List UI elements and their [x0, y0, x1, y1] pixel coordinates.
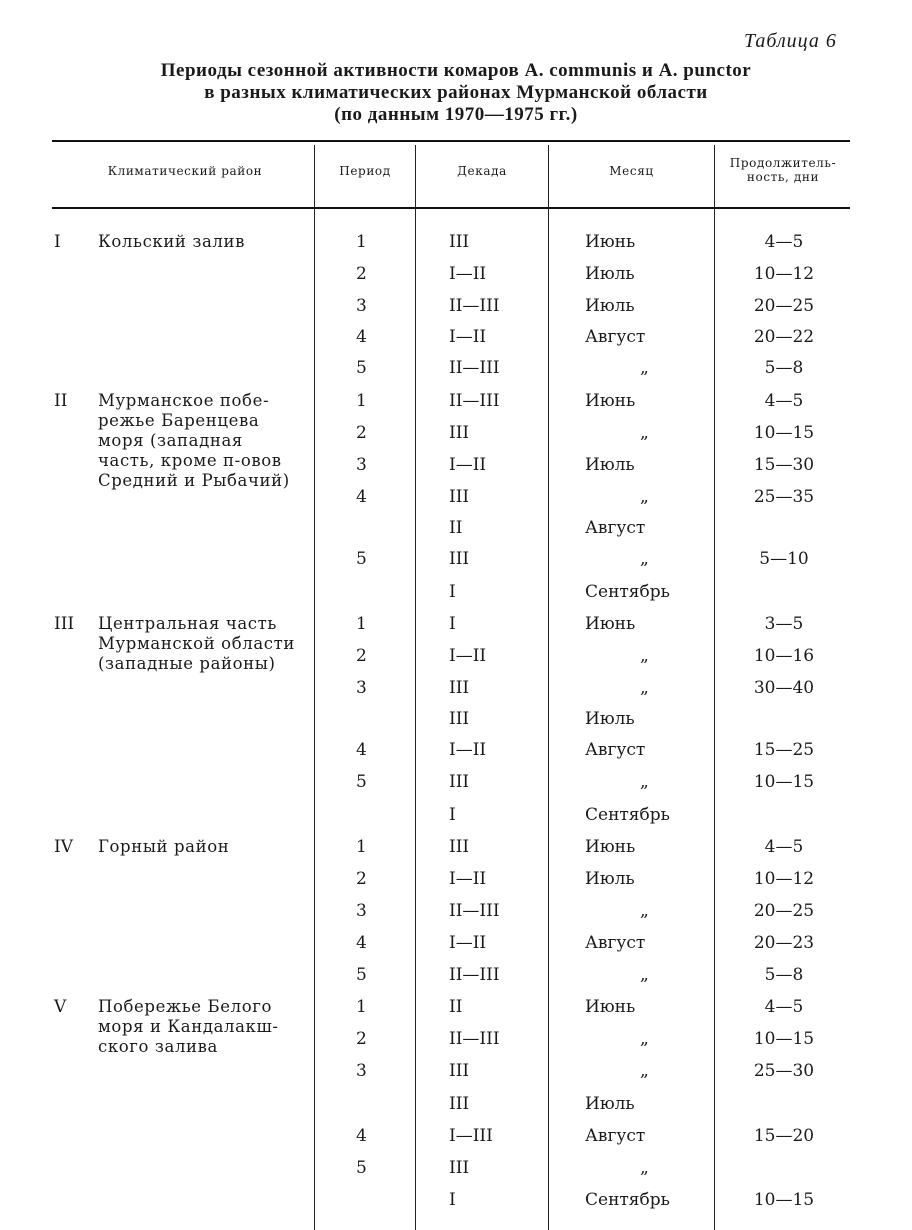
title-line: Периоды сезонной активности комаров A. communis и A. punctor	[160, 60, 752, 81]
region-name-line: ского залива	[98, 1037, 218, 1056]
month-cell: Июнь	[585, 232, 636, 252]
header-decade: Декада	[457, 164, 507, 178]
period-cell: 4	[356, 327, 367, 347]
region-number: I	[54, 232, 61, 252]
column-divider	[548, 145, 549, 1230]
month-ditto-cell: „	[640, 772, 649, 792]
month-ditto-cell: „	[640, 646, 649, 666]
decade-cell: III	[449, 423, 470, 443]
region-number: II	[54, 391, 68, 411]
decade-cell: I—II	[449, 740, 487, 760]
column-divider	[415, 145, 416, 1230]
region-name-line: режье Баренцева	[98, 411, 260, 430]
header-duration-line: ность, дни	[746, 170, 820, 184]
region-name	[98, 837, 318, 857]
decade-cell: II—III	[449, 296, 500, 316]
month-ditto-cell: „	[640, 901, 649, 921]
duration-cell: 4—5	[764, 232, 804, 252]
region-number: IV	[54, 837, 73, 857]
decade-cell: III	[449, 772, 470, 792]
region-name-line: моря и Кандалакш-	[98, 1017, 279, 1036]
month-cell: Август	[585, 933, 646, 953]
duration-cell: 5—10	[759, 549, 809, 569]
region-name-line: Мурманское побе-	[98, 391, 270, 410]
decade-cell: II	[449, 518, 463, 538]
month-cell: Июнь	[585, 391, 636, 411]
period-cell: 5	[356, 358, 367, 378]
header-region: Климатический район	[107, 164, 263, 178]
region-name-line: Мурманской области	[98, 634, 295, 653]
decade-cell: III	[449, 678, 470, 698]
column-divider	[314, 145, 315, 1230]
decade-cell: I—III	[449, 1126, 493, 1146]
decade-cell: III	[449, 549, 470, 569]
region-name-line: (западные районы)	[98, 654, 276, 673]
period-cell: 2	[356, 646, 367, 666]
decade-cell: III	[449, 487, 470, 507]
month-cell: Сентябрь	[585, 805, 670, 825]
duration-cell: 15—30	[753, 455, 815, 475]
month-cell: Август	[585, 518, 646, 538]
decade-cell: III	[449, 1158, 470, 1178]
duration-cell: 30—40	[753, 678, 815, 698]
decade-cell: I—II	[449, 646, 487, 666]
title-line: (по данным 1970—1975 гг.)	[334, 104, 578, 125]
decade-cell: I	[449, 614, 456, 634]
region-name	[98, 391, 318, 491]
month-ditto-cell: „	[640, 1061, 649, 1081]
region-name-line: Кольский залив	[98, 232, 245, 251]
month-cell: Июль	[585, 264, 635, 284]
period-cell: 3	[356, 455, 367, 475]
decade-cell: I	[449, 582, 456, 602]
region-name	[98, 997, 318, 1057]
duration-cell: 10—12	[753, 264, 815, 284]
month-ditto-cell: „	[640, 358, 649, 378]
month-cell: Июнь	[585, 614, 636, 634]
table-label: Таблица 6	[744, 30, 837, 52]
duration-cell: 5—8	[764, 965, 804, 985]
decade-cell: I—II	[449, 264, 487, 284]
duration-cell: 25—30	[753, 1061, 815, 1081]
header-month: Месяц	[609, 164, 654, 178]
month-ditto-cell: „	[640, 1158, 649, 1178]
decade-cell: II—III	[449, 358, 500, 378]
month-cell: Июль	[585, 869, 635, 889]
duration-cell: 10—15	[753, 1190, 815, 1210]
duration-cell: 15—25	[753, 740, 815, 760]
period-cell: 5	[356, 549, 367, 569]
decade-cell: III	[449, 1094, 470, 1114]
month-cell: Июль	[585, 455, 635, 475]
duration-cell: 20—23	[753, 933, 815, 953]
month-cell: Сентябрь	[585, 582, 670, 602]
period-cell: 5	[356, 965, 367, 985]
month-ditto-cell: „	[640, 549, 649, 569]
month-ditto-cell: „	[640, 965, 649, 985]
duration-cell: 25—35	[753, 487, 815, 507]
decade-cell: II—III	[449, 391, 500, 411]
period-cell: 4	[356, 933, 367, 953]
decade-cell: II—III	[449, 901, 500, 921]
region-name-line: Средний и Рыбачий)	[98, 471, 290, 490]
duration-cell: 3—5	[764, 614, 804, 634]
duration-cell: 20—22	[753, 327, 815, 347]
duration-cell: 10—15	[753, 772, 815, 792]
month-cell: Август	[585, 740, 646, 760]
month-ditto-cell: „	[640, 1029, 649, 1049]
period-cell: 2	[356, 1029, 367, 1049]
duration-cell: 15—20	[753, 1126, 815, 1146]
month-cell: Июнь	[585, 837, 636, 857]
region-number: III	[54, 614, 75, 634]
duration-cell: 10—12	[753, 869, 815, 889]
period-cell: 1	[356, 232, 367, 252]
period-cell: 4	[356, 487, 367, 507]
duration-cell: 10—16	[753, 646, 815, 666]
decade-cell: II—III	[449, 965, 500, 985]
decade-cell: II	[449, 997, 463, 1017]
period-cell: 1	[356, 837, 367, 857]
period-cell: 1	[356, 391, 367, 411]
decade-cell: I—II	[449, 933, 487, 953]
decade-cell: III	[449, 1061, 470, 1081]
region-number: V	[54, 997, 67, 1017]
header-period: Период	[339, 164, 391, 178]
month-cell: Июнь	[585, 997, 636, 1017]
title-line: в разных климатических районах Мурманской области	[204, 82, 708, 103]
period-cell: 3	[356, 1061, 367, 1081]
region-name-line: часть, кроме п-овов	[98, 451, 282, 470]
duration-cell: 4—5	[764, 997, 804, 1017]
period-cell: 3	[356, 296, 367, 316]
region-name-line: моря (западная	[98, 431, 243, 450]
decade-cell: I	[449, 805, 456, 825]
period-cell: 4	[356, 740, 367, 760]
decade-cell: I	[449, 1190, 456, 1210]
period-cell: 5	[356, 1158, 367, 1178]
period-cell: 4	[356, 1126, 367, 1146]
period-cell: 3	[356, 901, 367, 921]
column-divider	[714, 145, 715, 1230]
duration-cell: 4—5	[764, 391, 804, 411]
month-cell: Август	[585, 1126, 646, 1146]
region-name	[98, 614, 318, 674]
period-cell: 2	[356, 264, 367, 284]
duration-cell: 10—15	[753, 1029, 815, 1049]
month-cell: Июль	[585, 296, 635, 316]
period-cell: 1	[356, 614, 367, 634]
duration-cell: 20—25	[753, 296, 815, 316]
month-cell: Сентябрь	[585, 1190, 670, 1210]
period-cell: 1	[356, 997, 367, 1017]
header-duration-line: Продолжитель-	[729, 156, 837, 170]
period-cell: 2	[356, 869, 367, 889]
duration-cell: 20—25	[753, 901, 815, 921]
region-name	[98, 232, 318, 252]
decade-cell: I—II	[449, 455, 487, 475]
decade-cell: I—II	[449, 869, 487, 889]
decade-cell: III	[449, 837, 470, 857]
period-cell: 5	[356, 772, 367, 792]
region-name-line: Центральная часть	[98, 614, 277, 633]
region-name-line: Побережье Белого	[98, 997, 273, 1016]
region-name-line: Горный район	[98, 837, 230, 856]
header-rule	[52, 207, 850, 209]
table-title	[40, 60, 872, 126]
decade-cell: I—II	[449, 327, 487, 347]
month-ditto-cell: „	[640, 487, 649, 507]
duration-cell: 4—5	[764, 837, 804, 857]
month-cell: Июль	[585, 709, 635, 729]
period-cell: 2	[356, 423, 367, 443]
decade-cell: III	[449, 709, 470, 729]
decade-cell: II—III	[449, 1029, 500, 1049]
month-ditto-cell: „	[640, 423, 649, 443]
month-cell: Август	[585, 327, 646, 347]
decade-cell: III	[449, 232, 470, 252]
header-duration	[716, 156, 850, 184]
duration-cell: 5—8	[764, 358, 804, 378]
duration-cell: 10—15	[753, 423, 815, 443]
month-cell: Июль	[585, 1094, 635, 1114]
top-rule	[52, 140, 850, 142]
month-ditto-cell: „	[640, 678, 649, 698]
period-cell: 3	[356, 678, 367, 698]
